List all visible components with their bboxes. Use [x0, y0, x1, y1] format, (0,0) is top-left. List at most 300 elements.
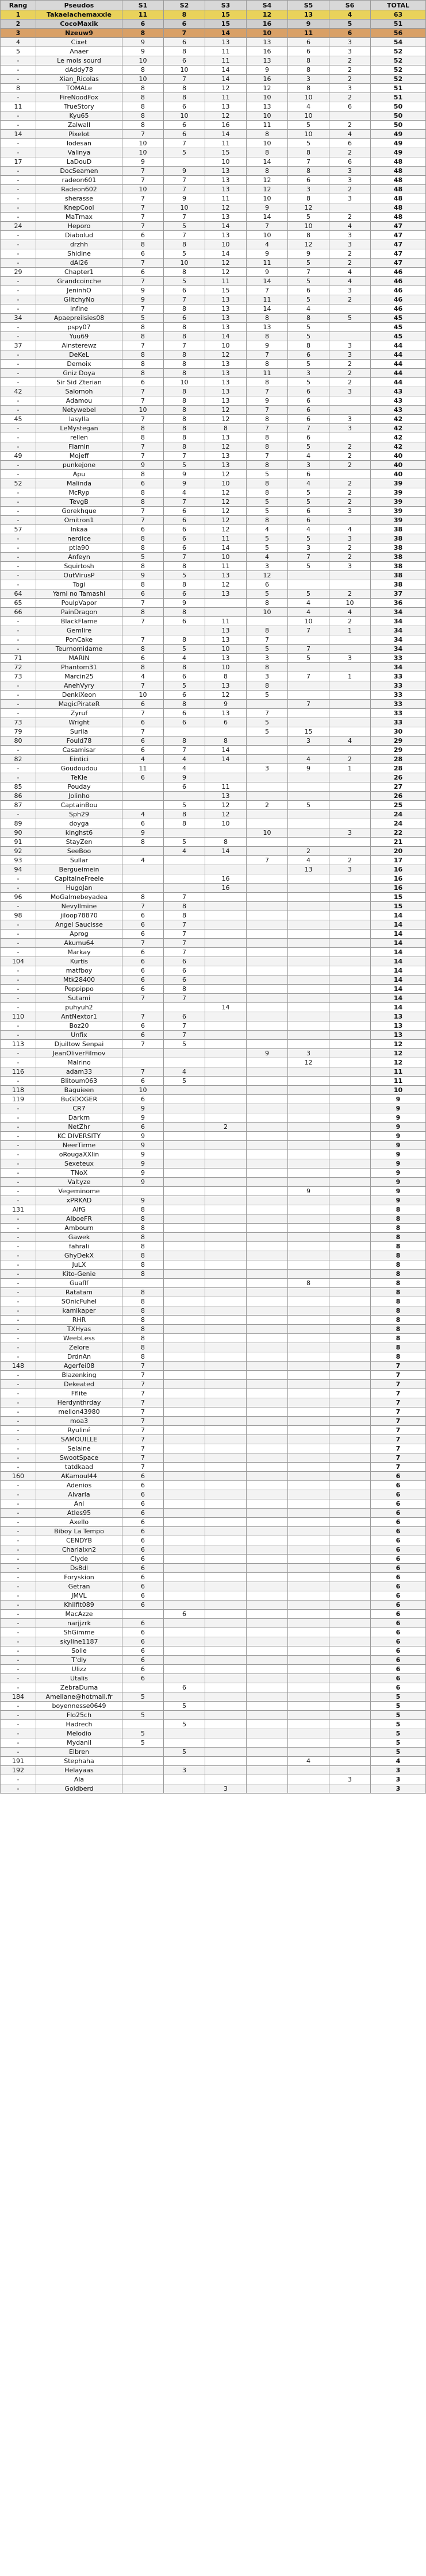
s5-cell	[288, 1472, 329, 1481]
s1-cell: 8	[122, 433, 164, 442]
s2-cell: 4	[164, 755, 205, 764]
pseudo-cell: Inkaa	[36, 525, 122, 534]
pseudo-cell: Valtyze	[36, 1178, 122, 1187]
total-cell: 40	[371, 452, 426, 461]
s3-cell	[205, 1389, 247, 1398]
s2-cell	[164, 1646, 205, 1656]
s3-cell: 14	[205, 222, 247, 231]
table-row	[1, 231, 426, 240]
table-row	[1, 553, 426, 562]
rank-cell: -	[1, 1159, 36, 1169]
pseudo-cell: fahrali	[36, 1242, 122, 1251]
s2-cell: 6	[164, 56, 205, 65]
s6-cell: 3	[329, 176, 371, 185]
table-row	[1, 1113, 426, 1123]
s4-cell	[247, 847, 288, 856]
total-cell: 34	[371, 635, 426, 645]
s2-cell: 6	[164, 691, 205, 700]
s1-cell	[122, 1775, 164, 1784]
s4-cell	[247, 1380, 288, 1389]
rank-cell: -	[1, 1031, 36, 1040]
s2-cell	[164, 1003, 205, 1012]
table-row	[1, 1665, 426, 1674]
s5-cell: 5	[288, 442, 329, 452]
total-cell: 9	[371, 1123, 426, 1132]
s6-cell	[329, 516, 371, 525]
total-cell: 21	[371, 838, 426, 847]
s2-cell	[164, 856, 205, 865]
rank-cell: -	[1, 516, 36, 525]
s6-cell	[329, 920, 371, 930]
s1-cell: 9	[122, 1141, 164, 1150]
s6-cell: 2	[329, 617, 371, 626]
s6-cell	[329, 948, 371, 957]
s1-cell: 6	[122, 1499, 164, 1509]
s4-cell: 8	[247, 681, 288, 691]
s1-cell: 5	[122, 1692, 164, 1702]
table-row	[1, 249, 426, 259]
s1-cell: 10	[122, 75, 164, 84]
s1-cell: 6	[122, 378, 164, 387]
s3-cell	[205, 1251, 247, 1260]
s6-cell	[329, 1610, 371, 1619]
s6-cell	[329, 1545, 371, 1555]
s4-cell: 7	[247, 856, 288, 865]
rank-cell: 29	[1, 268, 36, 277]
s2-cell: 6	[164, 102, 205, 111]
total-cell: 5	[371, 1748, 426, 1757]
total-cell: 38	[371, 562, 426, 571]
table-row	[1, 1683, 426, 1692]
s4-cell: 5	[247, 718, 288, 727]
rank-cell: 73	[1, 672, 36, 681]
total-cell: 8	[371, 1288, 426, 1297]
table-row	[1, 1518, 426, 1527]
rank-cell: -	[1, 1518, 36, 1527]
rank-cell: -	[1, 764, 36, 773]
s1-cell: 7	[122, 1362, 164, 1371]
s2-cell: 7	[164, 994, 205, 1003]
pseudo-cell: Solle	[36, 1646, 122, 1656]
rank-cell: -	[1, 498, 36, 507]
s2-cell: 6	[164, 20, 205, 29]
s4-cell: 8	[247, 516, 288, 525]
s1-cell: 6	[122, 479, 164, 488]
s4-cell: 5	[247, 645, 288, 654]
s4-cell	[247, 1150, 288, 1159]
total-cell: 8	[371, 1224, 426, 1233]
s2-cell: 7	[164, 295, 205, 304]
total-cell: 8	[371, 1316, 426, 1325]
s4-cell	[247, 1279, 288, 1288]
s2-cell: 10	[164, 378, 205, 387]
s1-cell: 7	[122, 415, 164, 424]
s6-cell	[329, 1453, 371, 1463]
s1-cell: 7	[122, 1435, 164, 1444]
pseudo-cell: FireNoodFox	[36, 93, 122, 102]
s6-cell: 5	[329, 20, 371, 29]
rank-cell: 87	[1, 801, 36, 810]
s4-cell	[247, 1260, 288, 1270]
s6-cell: 3	[329, 194, 371, 203]
table-row	[1, 240, 426, 249]
s3-cell	[205, 1564, 247, 1573]
pseudo-cell: SOnicFuhel	[36, 1297, 122, 1306]
total-cell: 5	[371, 1711, 426, 1720]
total-cell: 9	[371, 1169, 426, 1178]
s1-cell	[122, 1279, 164, 1288]
table-row	[1, 1509, 426, 1518]
s4-cell: 16	[247, 75, 288, 84]
s1-cell: 6	[122, 589, 164, 599]
pseudo-cell: Unfix	[36, 1031, 122, 1040]
s3-cell: 2	[205, 1123, 247, 1132]
rank-cell: -	[1, 433, 36, 442]
s1-cell: 5	[122, 1738, 164, 1748]
s2-cell: 4	[164, 654, 205, 663]
s4-cell: 10	[247, 111, 288, 121]
s2-cell	[164, 1086, 205, 1095]
total-cell: 39	[371, 498, 426, 507]
rank-cell: 52	[1, 479, 36, 488]
s5-cell: 7	[288, 645, 329, 654]
s6-cell	[329, 1499, 371, 1509]
s4-cell	[247, 966, 288, 975]
s4-cell	[247, 1288, 288, 1297]
rank-cell: -	[1, 332, 36, 341]
rank-cell: -	[1, 1426, 36, 1435]
s6-cell	[329, 893, 371, 902]
s6-cell: 4	[329, 608, 371, 617]
table-row	[1, 985, 426, 994]
s3-cell	[205, 1205, 247, 1214]
s6-cell	[329, 470, 371, 479]
pseudo-cell: Marcin25	[36, 672, 122, 681]
header-s1: S1	[122, 1, 164, 10]
pseudo-cell: Blazenking	[36, 1371, 122, 1380]
rank-cell: -	[1, 111, 36, 121]
s5-cell	[288, 1196, 329, 1205]
total-cell: 16	[371, 884, 426, 893]
s1-cell: 6	[122, 920, 164, 930]
s5-cell	[288, 819, 329, 828]
s6-cell	[329, 1748, 371, 1757]
s1-cell: 4	[122, 856, 164, 865]
s5-cell	[288, 1095, 329, 1104]
s1-cell: 6	[122, 1123, 164, 1132]
s3-cell: 13	[205, 360, 247, 369]
s1-cell: 6	[122, 1545, 164, 1555]
s6-cell	[329, 838, 371, 847]
pseudo-cell: nerdice	[36, 534, 122, 543]
pseudo-cell: Atles95	[36, 1509, 122, 1518]
s5-cell: 5	[288, 121, 329, 130]
rank-cell: -	[1, 1306, 36, 1316]
s5-cell	[288, 1113, 329, 1123]
table-row	[1, 975, 426, 985]
total-cell: 6	[371, 1509, 426, 1518]
s6-cell	[329, 691, 371, 700]
s2-cell	[164, 1601, 205, 1610]
rank-cell: -	[1, 681, 36, 691]
s3-cell	[205, 1610, 247, 1619]
rank-cell: 94	[1, 865, 36, 874]
table-row	[1, 1573, 426, 1582]
s4-cell: 10	[247, 194, 288, 203]
rank-cell: 17	[1, 157, 36, 167]
s5-cell	[288, 1123, 329, 1132]
s4-cell	[247, 930, 288, 939]
s2-cell	[164, 1453, 205, 1463]
pseudo-cell: Amellane@hotmail.fr	[36, 1692, 122, 1702]
total-cell: 50	[371, 102, 426, 111]
s2-cell	[164, 1738, 205, 1748]
table-row	[1, 645, 426, 654]
rank-cell: -	[1, 167, 36, 176]
s3-cell	[205, 1113, 247, 1123]
s3-cell: 8	[205, 736, 247, 746]
s6-cell	[329, 1463, 371, 1472]
s2-cell: 6	[164, 975, 205, 985]
rank-cell: 80	[1, 736, 36, 746]
s6-cell: 4	[329, 222, 371, 231]
total-cell: 24	[371, 810, 426, 819]
pseudo-cell: dAl26	[36, 259, 122, 268]
table-row	[1, 314, 426, 323]
rank-cell: 42	[1, 387, 36, 396]
rank-cell: -	[1, 1141, 36, 1150]
pseudo-cell: Diabolud	[36, 231, 122, 240]
s3-cell: 13	[205, 654, 247, 663]
rank-cell: 79	[1, 727, 36, 736]
table-row	[1, 1545, 426, 1555]
s2-cell: 4	[164, 488, 205, 498]
s6-cell: 2	[329, 185, 371, 194]
s3-cell	[205, 1077, 247, 1086]
table-row	[1, 1003, 426, 1012]
table-row	[1, 167, 426, 176]
s1-cell: 7	[122, 176, 164, 185]
s1-cell: 9	[122, 1132, 164, 1141]
pseudo-cell: WeebLess	[36, 1334, 122, 1343]
pseudo-cell: Radeon602	[36, 185, 122, 194]
s2-cell	[164, 1169, 205, 1178]
pseudo-cell: punkejone	[36, 461, 122, 470]
pseudo-cell: Pouday	[36, 782, 122, 792]
s5-cell: 9	[288, 249, 329, 259]
s3-cell	[205, 608, 247, 617]
table-row	[1, 782, 426, 792]
s4-cell	[247, 893, 288, 902]
s5-cell: 8	[288, 1279, 329, 1288]
s3-cell: 13	[205, 626, 247, 635]
s1-cell: 7	[122, 213, 164, 222]
s2-cell	[164, 1371, 205, 1380]
total-cell: 8	[371, 1242, 426, 1251]
total-cell: 6	[371, 1499, 426, 1509]
s6-cell: 3	[329, 167, 371, 176]
s5-cell	[288, 571, 329, 580]
total-cell: 6	[371, 1536, 426, 1545]
s1-cell: 10	[122, 185, 164, 194]
pseudo-cell: Yami no Tamashi	[36, 589, 122, 599]
pseudo-cell: puhyuh2	[36, 1003, 122, 1012]
rank-cell: -	[1, 203, 36, 213]
s1-cell: 5	[122, 1729, 164, 1738]
s6-cell	[329, 1518, 371, 1527]
s1-cell: 8	[122, 240, 164, 249]
s2-cell: 7	[164, 930, 205, 939]
table-row	[1, 654, 426, 663]
total-cell: 48	[371, 176, 426, 185]
table-row	[1, 470, 426, 479]
pseudo-cell: Selaine	[36, 1444, 122, 1453]
s2-cell: 7	[164, 75, 205, 84]
s5-cell	[288, 1407, 329, 1417]
rank-cell: -	[1, 65, 36, 75]
s6-cell	[329, 1702, 371, 1711]
pseudo-cell: JuLX	[36, 1260, 122, 1270]
rank-cell: -	[1, 773, 36, 782]
s3-cell	[205, 1444, 247, 1453]
s2-cell: 5	[164, 1748, 205, 1757]
s6-cell	[329, 1196, 371, 1205]
s3-cell	[205, 1490, 247, 1499]
pseudo-cell: Squirtosh	[36, 562, 122, 571]
s5-cell	[288, 1270, 329, 1279]
s2-cell: 5	[164, 1040, 205, 1049]
rank-cell: -	[1, 580, 36, 589]
s5-cell	[288, 1040, 329, 1049]
s1-cell: 8	[122, 488, 164, 498]
total-cell: 47	[371, 222, 426, 231]
pseudo-cell: Fould78	[36, 736, 122, 746]
s1-cell: 11	[122, 10, 164, 20]
s6-cell: 3	[329, 828, 371, 838]
s4-cell	[247, 1334, 288, 1343]
s5-cell: 5	[288, 295, 329, 304]
table-row	[1, 1049, 426, 1058]
s6-cell	[329, 727, 371, 736]
s4-cell	[247, 1067, 288, 1077]
total-cell: 48	[371, 167, 426, 176]
s1-cell: 9	[122, 1169, 164, 1178]
pseudo-cell: Togi	[36, 580, 122, 589]
s2-cell	[164, 1555, 205, 1564]
s6-cell: 4	[329, 736, 371, 746]
s6-cell	[329, 810, 371, 819]
table-row	[1, 102, 426, 111]
s1-cell: 6	[122, 1637, 164, 1646]
table-row	[1, 1748, 426, 1757]
s5-cell	[288, 1077, 329, 1086]
s2-cell: 4	[164, 764, 205, 773]
pseudo-cell: MagicPirateR	[36, 700, 122, 709]
s3-cell	[205, 1233, 247, 1242]
table-row	[1, 415, 426, 424]
rank-cell: -	[1, 75, 36, 84]
s1-cell: 6	[122, 654, 164, 663]
s1-cell: 7	[122, 635, 164, 645]
pseudo-cell: HugoJan	[36, 884, 122, 893]
s3-cell	[205, 1463, 247, 1472]
s5-cell: 5	[288, 139, 329, 148]
s1-cell: 6	[122, 1077, 164, 1086]
s1-cell: 7	[122, 1426, 164, 1435]
pseudo-cell: Flo25ch	[36, 1711, 122, 1720]
s5-cell	[288, 718, 329, 727]
s1-cell	[122, 847, 164, 856]
total-cell: 52	[371, 75, 426, 84]
rank-cell: 91	[1, 838, 36, 847]
total-cell: 24	[371, 819, 426, 828]
s6-cell: 2	[329, 295, 371, 304]
s1-cell: 8	[122, 1233, 164, 1242]
s3-cell: 14	[205, 75, 247, 84]
pseudo-cell: BlackFlame	[36, 617, 122, 626]
s5-cell: 6	[288, 516, 329, 525]
s3-cell	[205, 1711, 247, 1720]
rank-cell: 65	[1, 599, 36, 608]
s5-cell	[288, 792, 329, 801]
s1-cell: 6	[122, 700, 164, 709]
s5-cell: 3	[288, 736, 329, 746]
s4-cell: 4	[247, 525, 288, 534]
s1-cell: 6	[122, 819, 164, 828]
s2-cell: 5	[164, 249, 205, 259]
s2-cell: 8	[164, 93, 205, 102]
s4-cell: 8	[247, 599, 288, 608]
table-row	[1, 599, 426, 608]
rank-cell: -	[1, 1444, 36, 1453]
rank-cell: -	[1, 966, 36, 975]
table-row	[1, 222, 426, 231]
table-row	[1, 194, 426, 203]
pseudo-cell: AKamoul44	[36, 1472, 122, 1481]
s2-cell	[164, 1260, 205, 1270]
s4-cell	[247, 1646, 288, 1656]
s1-cell: 7	[122, 442, 164, 452]
total-cell: 42	[371, 442, 426, 452]
s1-cell: 8	[122, 1352, 164, 1362]
s5-cell	[288, 810, 329, 819]
s5-cell: 7	[288, 268, 329, 277]
pseudo-cell: Akumu64	[36, 939, 122, 948]
table-row	[1, 56, 426, 65]
pseudo-cell: Shidine	[36, 249, 122, 259]
s2-cell	[164, 1637, 205, 1646]
s4-cell: 7	[247, 635, 288, 645]
rank-cell: -	[1, 1270, 36, 1279]
s6-cell	[329, 433, 371, 442]
s1-cell: 9	[122, 1159, 164, 1169]
s4-cell	[247, 1601, 288, 1610]
pseudo-cell: TOMALe	[36, 84, 122, 93]
s5-cell: 8	[288, 56, 329, 65]
table-row	[1, 47, 426, 56]
s6-cell	[329, 1435, 371, 1444]
s4-cell: 8	[247, 378, 288, 387]
s3-cell	[205, 911, 247, 920]
total-cell: 38	[371, 553, 426, 562]
table-row	[1, 1178, 426, 1187]
s2-cell: 7	[164, 176, 205, 185]
s1-cell: 9	[122, 157, 164, 167]
total-cell: 33	[371, 654, 426, 663]
s2-cell	[164, 1095, 205, 1104]
rank-cell: -	[1, 700, 36, 709]
rank-cell: -	[1, 1674, 36, 1683]
